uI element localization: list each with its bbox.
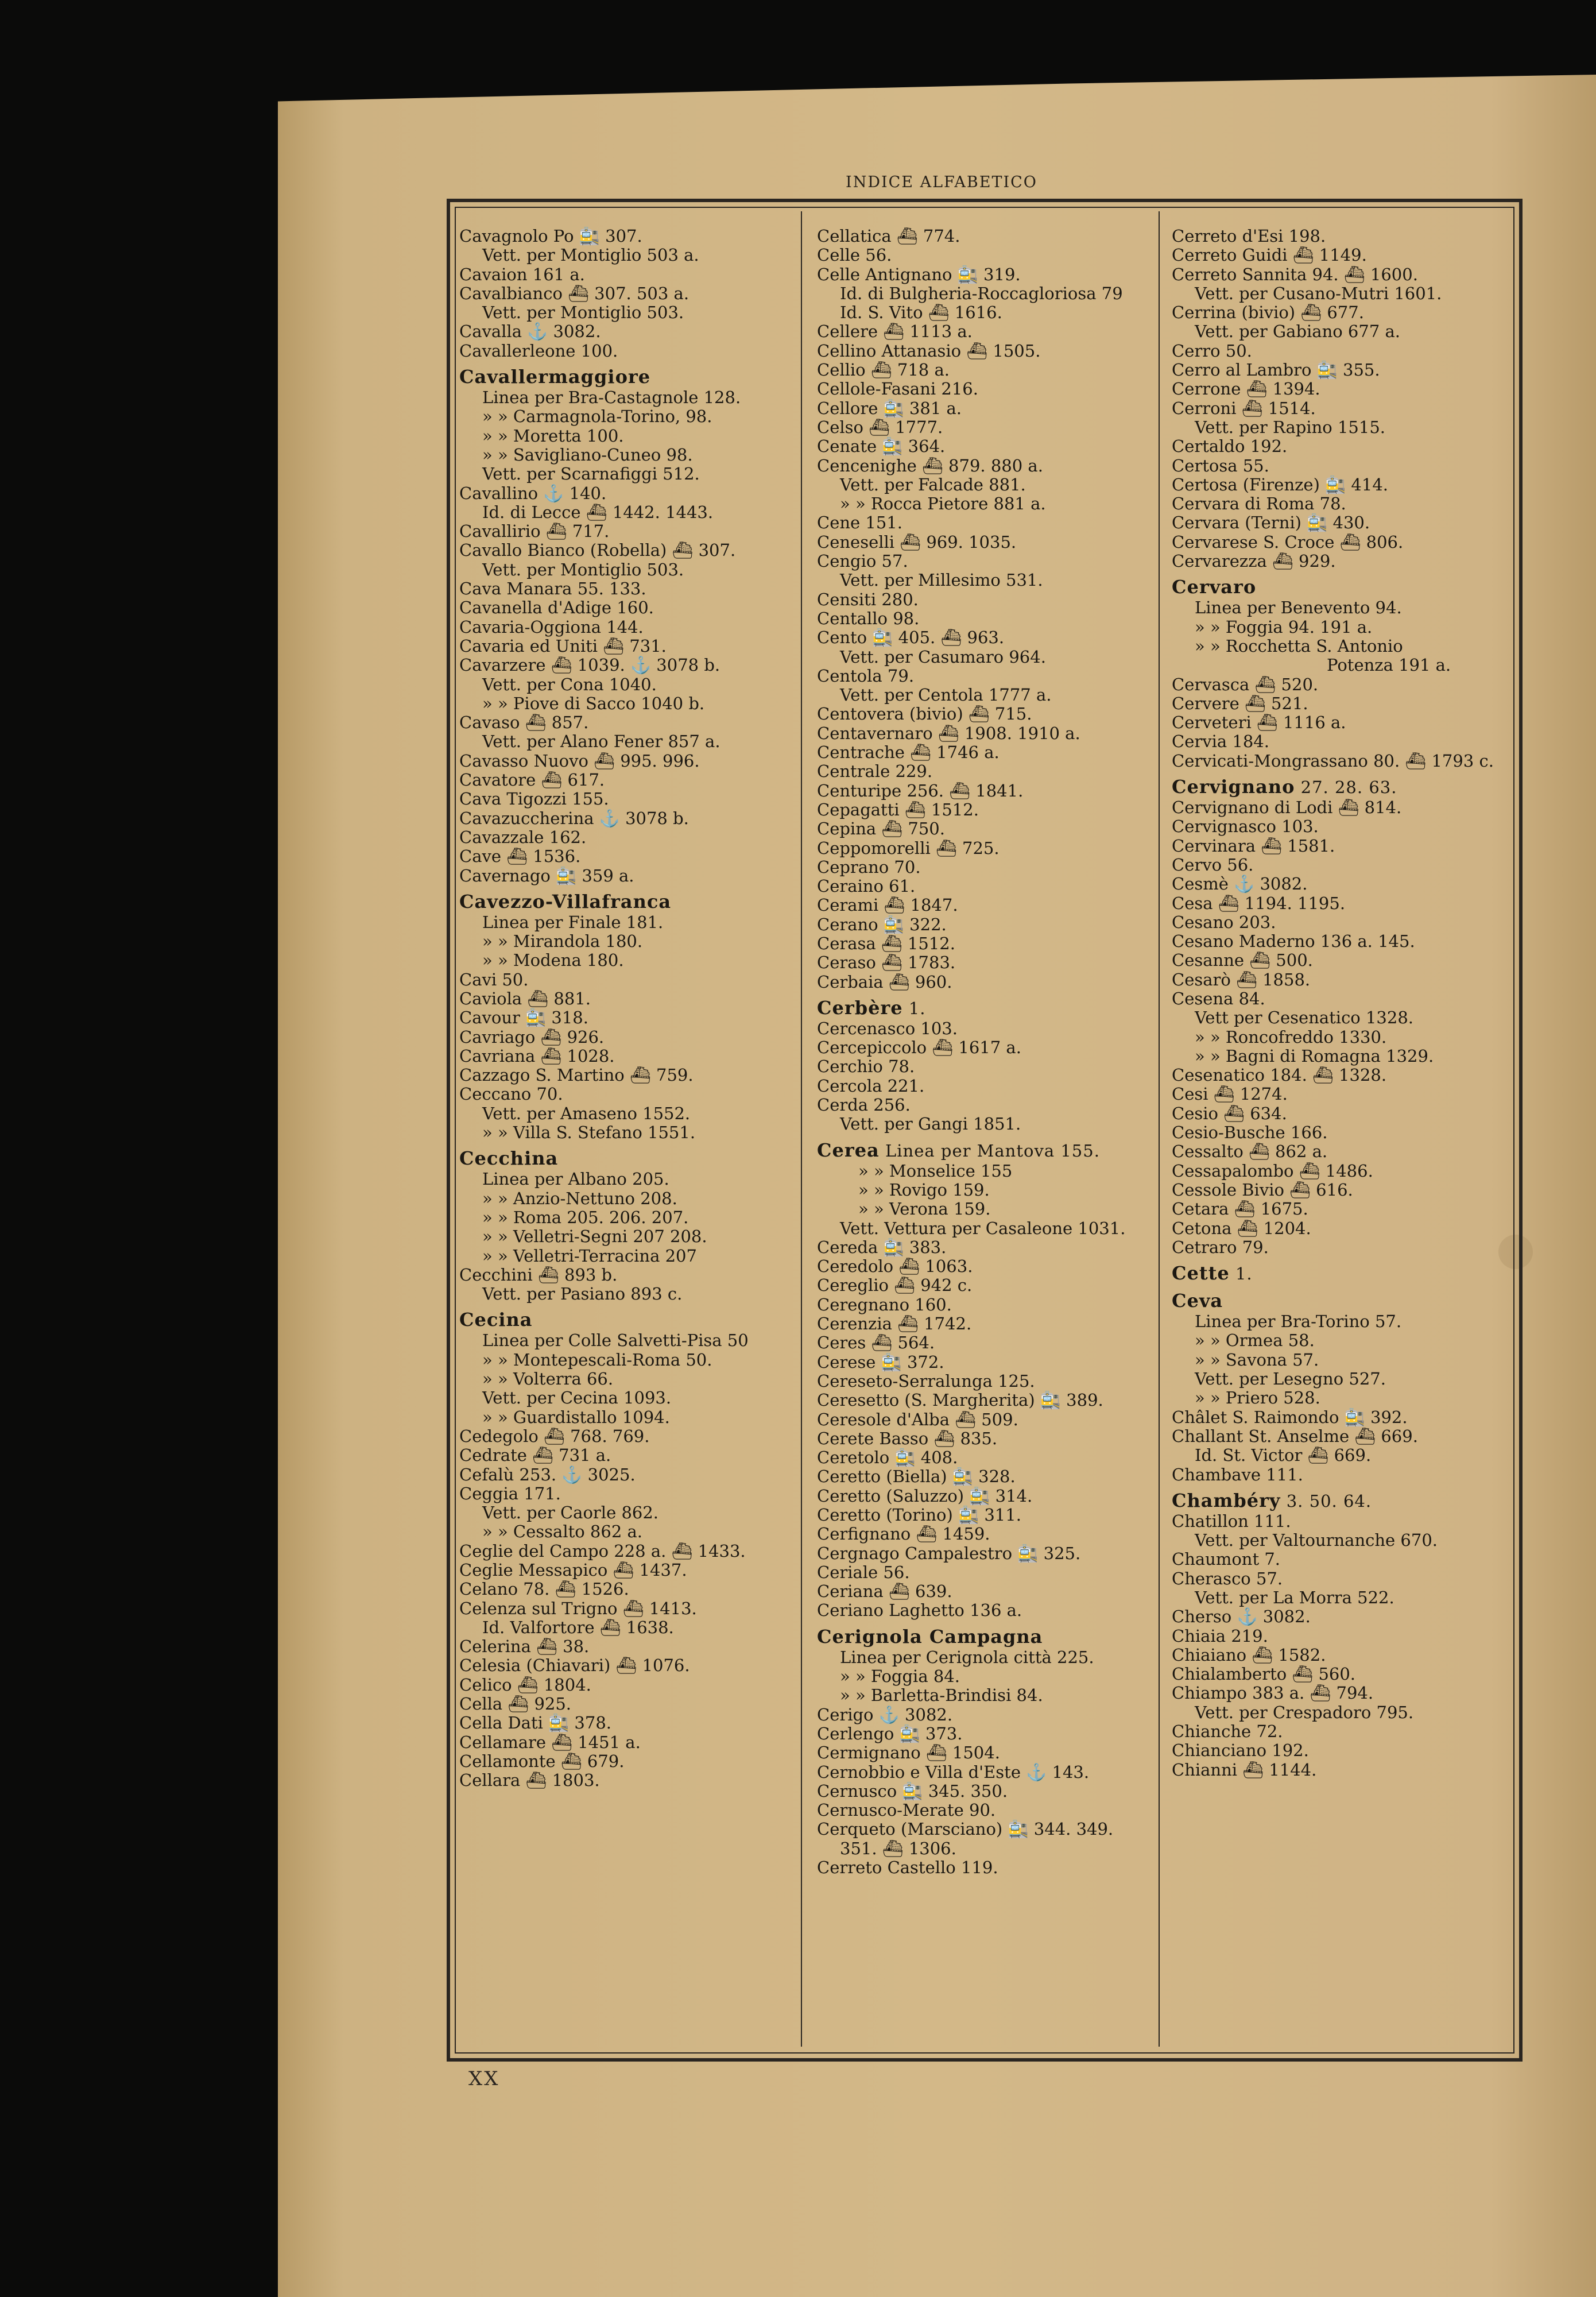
index-entry: Chiaia 219. — [1172, 1626, 1268, 1646]
index-entry: » » Villa S. Stefano 1551. — [482, 1123, 696, 1143]
index-column-3 — [1172, 227, 1516, 1780]
index-entry: Vett. per Gangi 1851. — [840, 1115, 1021, 1134]
index-entry: Cavriago ⛴ 926. — [459, 1027, 605, 1047]
index-entry: Vett. per Scarnafiggi 512. — [482, 465, 700, 484]
index-entry: Vett. per Millesimo 531. — [840, 571, 1043, 590]
index-entry: Id. S. Vito ⛴ 1616. — [840, 303, 1002, 323]
index-entry: Ceretto (Torino) 🚉 311. — [817, 1506, 1021, 1525]
index-entry: Cercenasco 103. — [817, 1019, 958, 1038]
index-entry: Centrale 229. — [817, 762, 933, 782]
index-entry: » » Rovigo 159. — [858, 1180, 990, 1200]
index-entry: Cervarese S. Croce ⛴ 806. — [1172, 532, 1404, 552]
index-entry: Vett. per Lesegno 527. — [1195, 1370, 1386, 1389]
index-entry: Cesio-Busche 166. — [1172, 1123, 1328, 1143]
index-entry: » » Rocca Pietore 881 a. — [840, 494, 1046, 514]
index-entry: Cavarzere ⛴ 1039. ⚓ 3078 b. — [459, 656, 720, 675]
index-entry: Cavallino ⚓ 140. — [459, 484, 607, 503]
index-entry: Cervia 184. — [1172, 732, 1269, 752]
index-entry: Linea per Cerignola città 225. — [840, 1648, 1094, 1667]
index-entry: Cervara (Terni) 🚉 430. — [1172, 513, 1370, 533]
index-entry: Cave ⛴ 1536. — [459, 847, 581, 867]
index-entry: Cavallo Bianco (Robella) ⛴ 307. — [459, 541, 736, 560]
index-entry: 351. ⛴ 1306. — [840, 1839, 956, 1858]
index-entry: Cavatore ⛴ 617. — [459, 771, 605, 790]
index-entry: Cavaria-Oggiona 144. — [459, 617, 644, 637]
index-entry: Ceregnano 160. — [817, 1295, 952, 1314]
index-heading: Cavezzo-Villafranca — [459, 890, 672, 912]
index-entry: Cesarò ⛴ 1858. — [1172, 970, 1311, 989]
index-entry: Cerqueto (Marsciano) 🚉 344. 349. — [817, 1820, 1114, 1839]
index-entry: Cereglio ⛴ 942 c. — [817, 1276, 973, 1296]
index-entry: Vett. per Rapino 1515. — [1195, 417, 1385, 437]
index-entry: Cella ⛴ 925. — [459, 1695, 572, 1714]
index-entry: Centola 79. — [817, 666, 915, 686]
index-entry: Cedegolo ⛴ 768. 769. — [459, 1426, 650, 1446]
index-entry: Cerroni ⛴ 1514. — [1172, 399, 1316, 418]
index-entry: Cesano Maderno 136 a. 145. — [1172, 932, 1415, 952]
index-entry: Chiampo 383 a. ⛴ 794. — [1172, 1684, 1374, 1703]
index-entry: Celso ⛴ 1777. — [817, 417, 943, 437]
index-entry: Vett. per Montiglio 503 a. — [482, 246, 699, 265]
index-entry: Chambave 111. — [1172, 1465, 1303, 1484]
index-heading: Cerignola Campagna — [817, 1625, 1043, 1648]
index-entry: » » Guardistallo 1094. — [482, 1407, 670, 1427]
index-entry: Châlet S. Raimondo 🚉 392. — [1172, 1407, 1408, 1427]
index-entry: Chianni ⛴ 1144. — [1172, 1760, 1317, 1780]
index-entry: Cervo 56. — [1172, 855, 1254, 875]
index-entry: Cerese 🚉 372. — [817, 1352, 944, 1372]
index-entry: Cerveteri ⛴ 1116 a. — [1172, 713, 1346, 733]
index-entry: Cerrone ⛴ 1394. — [1172, 380, 1320, 399]
index-entry: Celerina ⛴ 38. — [459, 1637, 590, 1657]
index-entry: » » Mirandola 180. — [482, 932, 643, 952]
index-entry: Cava Tigozzi 155. — [459, 790, 609, 809]
index-entry: Cellamare ⛴ 1451 a. — [459, 1733, 641, 1752]
index-entry: Cellere ⛴ 1113 a. — [817, 322, 973, 342]
index-entry: Cernusco-Merate 90. — [817, 1801, 996, 1820]
index-entry: Cella Dati 🚉 378. — [459, 1714, 611, 1733]
index-entry: Id. St. Victor ⛴ 669. — [1195, 1446, 1372, 1465]
index-entry: » » Roma 205. 206. 207. — [482, 1208, 689, 1227]
index-entry: Cesi ⛴ 1274. — [1172, 1085, 1288, 1104]
index-entry: Cavagnolo Po 🚉 307. — [459, 227, 642, 246]
index-entry: Vett. per Cecina 1093. — [482, 1389, 672, 1408]
index-entry: Cercola 221. — [817, 1076, 925, 1096]
index-entry: Cercepiccolo ⛴ 1617 a. — [817, 1038, 1021, 1058]
index-entry: Vett. per Casumaro 964. — [840, 647, 1046, 667]
index-entry: Cerreto Sannita 94. ⛴ 1600. — [1172, 265, 1418, 284]
index-entry: Celenza sul Trigno ⛴ 1413. — [459, 1599, 697, 1618]
index-entry: Cesano 203. — [1172, 912, 1276, 932]
index-entry: Id. di Bulgheria-Roccagloriosa 79 — [840, 284, 1123, 303]
index-entry: Ceggia 171. — [459, 1484, 561, 1503]
index-entry: Cervarezza ⛴ 929. — [1172, 552, 1336, 571]
index-entry: Cessalto ⛴ 862 a. — [1172, 1142, 1328, 1162]
index-entry: Cazzago S. Martino ⛴ 759. — [459, 1066, 694, 1085]
index-entry: Cedrate ⛴ 731 a. — [459, 1446, 611, 1465]
index-entry: Vett. per Falcade 881. — [840, 475, 1026, 494]
index-entry: Cerbaia ⛴ 960. — [817, 972, 952, 992]
index-entry: Linea per Bra-Torino 57. — [1195, 1312, 1402, 1332]
index-entry: Cesio ⛴ 634. — [1172, 1104, 1287, 1123]
index-entry: Cessole Bivio ⛴ 616. — [1172, 1180, 1353, 1200]
index-entry: Cervinara ⛴ 1581. — [1172, 836, 1335, 856]
index-entry: Cavazuccherina ⚓ 3078 b. — [459, 809, 689, 828]
index-entry: Chatillon 111. — [1172, 1511, 1291, 1531]
index-entry: Cetona ⛴ 1204. — [1172, 1219, 1311, 1238]
index-entry: » » Monselice 155 — [858, 1161, 1013, 1181]
index-column-2 — [817, 227, 1163, 1877]
index-entry: Chiaiano ⛴ 1582. — [1172, 1645, 1326, 1665]
index-entry: Cernobbio e Villa d'Este ⚓ 143. — [817, 1762, 1090, 1782]
index-entry: Cereda 🚉 383. — [817, 1238, 947, 1257]
index-entry: Cergnago Campalestro 🚉 325. — [817, 1544, 1081, 1563]
index-heading: Cecina — [459, 1309, 533, 1331]
index-entry: » » Rocchetta S. Antonio — [1195, 636, 1403, 656]
index-entry: Challant St. Anselme ⛴ 669. — [1172, 1426, 1418, 1446]
index-entry: Certosa 55. — [1172, 456, 1269, 475]
index-entry: Cerrina (bivio) ⛴ 677. — [1172, 303, 1364, 323]
index-entry: Vett. per Amaseno 1552. — [482, 1104, 691, 1123]
index-entry: Centrache ⛴ 1746 a. — [817, 743, 1000, 763]
index-entry: Cherso ⚓ 3082. — [1172, 1607, 1311, 1627]
index-entry: Ceriale 56. — [817, 1563, 910, 1582]
index-entry: Cesanne ⛴ 500. — [1172, 951, 1313, 970]
index-entry: Id. di Lecce ⛴ 1442. 1443. — [482, 502, 714, 522]
index-entry: Cesenatico 184. ⛴ 1328. — [1172, 1066, 1387, 1085]
index-entry: Ceppomorelli ⛴ 725. — [817, 838, 1000, 858]
index-entry: Ceneselli ⛴ 969. 1035. — [817, 532, 1017, 552]
index-heading: Cavallermaggiore — [459, 366, 651, 388]
index-entry: Cavriana ⛴ 1028. — [459, 1046, 615, 1066]
index-entry: Ceriano Laghetto 136 a. — [817, 1601, 1022, 1621]
index-entry: Cervara di Roma 78. — [1172, 494, 1346, 514]
index-entry: Cerete Basso ⛴ 835. — [817, 1429, 998, 1448]
page-number: XX — [468, 2067, 500, 2090]
index-entry: Cerfignano ⛴ 1459. — [817, 1525, 990, 1544]
index-entry: Cavalla ⚓ 3082. — [459, 322, 601, 342]
index-entry: Cessapalombo ⛴ 1486. — [1172, 1161, 1373, 1181]
index-entry: Cellole-Fasani 216. — [817, 380, 978, 399]
index-entry: Caviola ⛴ 881. — [459, 989, 591, 1008]
index-entry: Cesmè ⚓ 3082. — [1172, 875, 1308, 894]
index-entry: Celle Antignano 🚉 319. — [817, 265, 1021, 284]
index-heading: Cette 1. — [1172, 1262, 1253, 1285]
index-entry: Ceretto (Saluzzo) 🚉 314. — [817, 1486, 1033, 1506]
index-entry: Cepina ⛴ 750. — [817, 819, 945, 839]
index-entry: Linea per Bra-Castagnole 128. — [482, 388, 741, 408]
index-entry: Ceretto (Biella) 🚉 328. — [817, 1467, 1016, 1487]
index-entry: Chialamberto ⛴ 560. — [1172, 1665, 1356, 1684]
index-entry: Cecchini ⛴ 893 b. — [459, 1265, 618, 1285]
index-entry: Vett. Vettura per Casaleone 1031. — [840, 1219, 1126, 1238]
index-entry: » » Ormea 58. — [1195, 1331, 1315, 1351]
index-entry: Centavernaro ⛴ 1908. 1910 a. — [817, 724, 1080, 743]
index-entry: Cernusco 🚉 345. 350. — [817, 1781, 1008, 1801]
index-entry: Cereseto-Serralunga 125. — [817, 1371, 1035, 1391]
index-entry: Celano 78. ⛴ 1526. — [459, 1580, 629, 1599]
index-entry: Vett. per Gabiano 677 a. — [1195, 322, 1401, 342]
index-entry: Cavaria ed Uniti ⛴ 731. — [459, 636, 667, 656]
index-entry: Ceglie del Campo 228 a. ⛴ 1433. — [459, 1541, 746, 1561]
index-entry: Cavernago 🚉 359 a. — [459, 866, 634, 885]
index-entry: Certosa (Firenze) 🚉 414. — [1172, 475, 1388, 494]
index-entry: Cavazzale 162. — [459, 827, 587, 847]
index-entry: Ceraso ⛴ 1783. — [817, 953, 956, 973]
index-entry: Linea per Colle Salvetti-Pisa 50 — [482, 1331, 749, 1351]
index-entry: Cellino Attanasio ⛴ 1505. — [817, 341, 1041, 361]
index-entry: Cava Manara 55. 133. — [459, 579, 646, 599]
index-entry: Vett. per Pasiano 893 c. — [482, 1285, 683, 1304]
index-entry: Cesena 84. — [1172, 989, 1265, 1008]
index-entry: Vett. per Valtournanche 670. — [1195, 1531, 1438, 1550]
index-entry: » » Velletri-Segni 207 208. — [482, 1227, 707, 1247]
index-entry: » » Modena 180. — [482, 951, 624, 970]
index-entry: Cetara ⛴ 1675. — [1172, 1200, 1308, 1219]
index-heading: Ceva — [1172, 1290, 1223, 1312]
index-entry: Cerenzia ⛴ 1742. — [817, 1314, 972, 1334]
index-entry: Cavaso ⛴ 857. — [459, 713, 589, 733]
index-entry: » » Velletri-Terracina 207 — [482, 1246, 697, 1266]
index-entry: Cavasso Nuovo ⛴ 995. 996. — [459, 751, 700, 771]
index-entry: Cervasca ⛴ 520. — [1172, 675, 1319, 694]
index-entry: » » Savigliano-Cuneo 98. — [482, 445, 693, 465]
index-entry: Ceprano 70. — [817, 857, 921, 877]
index-heading: Chambéry 3. 50. 64. — [1172, 1489, 1372, 1511]
index-entry: Linea per Finale 181. — [482, 912, 664, 932]
index-heading: Cervaro — [1172, 576, 1257, 598]
index-entry: Chianciano 192. — [1172, 1741, 1309, 1761]
index-entry: Cerlengo 🚉 373. — [817, 1724, 963, 1743]
index-entry: Vett. per La Morra 522. — [1195, 1588, 1394, 1607]
index-entry: Vett. per Cusano-Mutri 1601. — [1195, 284, 1442, 303]
page-header: INDICE ALFABETICO — [846, 173, 1037, 191]
index-entry: » » Foggia 94. 191 a. — [1195, 617, 1373, 637]
index-entry: Cepagatti ⛴ 1512. — [817, 800, 979, 819]
index-entry: Ceresetto (S. Margherita) 🚉 389. — [817, 1391, 1103, 1410]
index-entry: Cenate 🚉 364. — [817, 437, 946, 457]
index-entry: » » Verona 159. — [858, 1200, 991, 1219]
index-entry: Cervicati-Mongrassano 80. ⛴ 1793 c. — [1172, 751, 1494, 771]
index-entry: Chaumont 7. — [1172, 1550, 1281, 1569]
index-entry: » » Barletta-Brindisi 84. — [840, 1686, 1043, 1706]
index-entry: » » Moretta 100. — [482, 426, 624, 446]
index-entry: Cavalbianco ⛴ 307. 503 a. — [459, 284, 689, 303]
index-entry: Cefalù 253. ⚓ 3025. — [459, 1465, 636, 1484]
index-entry: Ceglie Messapico ⛴ 1437. — [459, 1561, 687, 1580]
index-entry: Ceriana ⛴ 639. — [817, 1582, 952, 1602]
index-entry: Celico ⛴ 1804. — [459, 1675, 591, 1695]
index-heading: Cerbère 1. — [817, 996, 926, 1019]
index-entry: Censiti 280. — [817, 590, 919, 609]
index-entry: Cerigo ⚓ 3082. — [817, 1705, 953, 1724]
index-entry: Cavallerleone 100. — [459, 341, 618, 361]
index-entry: Ceretolo 🚉 408. — [817, 1448, 958, 1468]
index-entry: Cerasa ⛴ 1512. — [817, 934, 955, 953]
index-entry: Cellara ⛴ 1803. — [459, 1771, 600, 1791]
index-entry: Cerami ⛴ 1847. — [817, 896, 958, 915]
index-entry: Cermignano ⛴ 1504. — [817, 1743, 1000, 1763]
index-entry: » » Carmagnola-Torino, 98. — [482, 407, 712, 427]
index-entry: Centuripe 256. ⛴ 1841. — [817, 781, 1024, 801]
index-heading: Cervignano 27. 28. 63. — [1172, 776, 1397, 798]
index-entry: Cherasco 57. — [1172, 1569, 1283, 1588]
index-entry: Ceraino 61. — [817, 877, 916, 896]
index-entry: Cavour 🚉 318. — [459, 1008, 588, 1028]
index-heading: Cecchina — [459, 1147, 559, 1170]
index-entry: » » Cessalto 862 a. — [482, 1522, 643, 1542]
index-entry: Cencenighe ⛴ 879. 880 a. — [817, 456, 1043, 475]
index-entry: Cellio ⛴ 718 a. — [817, 361, 950, 380]
index-entry: Vett per Cesenatico 1328. — [1195, 1008, 1414, 1028]
index-entry: Cerreto Castello 119. — [817, 1858, 998, 1878]
index-entry: » » Piove di Sacco 1040 b. — [482, 694, 705, 713]
index-entry: Cerreto d'Esi 198. — [1172, 227, 1326, 246]
index-entry: Celle 56. — [817, 246, 892, 265]
column-divider — [801, 211, 802, 2047]
index-entry: Cerchio 78. — [817, 1057, 915, 1077]
index-entry: Ceresole d'Alba ⛴ 509. — [817, 1410, 1018, 1429]
index-entry: Cento 🚉 405. ⛴ 963. — [817, 628, 1005, 648]
index-entry: Ceccano 70. — [459, 1085, 563, 1104]
index-entry: Cavallirio ⛴ 717. — [459, 522, 610, 542]
index-entry: Cavanella d'Adige 160. — [459, 598, 654, 618]
index-entry: Cerro 50. — [1172, 341, 1252, 361]
index-entry: Cellamonte ⛴ 679. — [459, 1751, 625, 1771]
index-entry: Vett. per Crespadoro 795. — [1195, 1703, 1414, 1722]
index-entry: Vett. per Cona 1040. — [482, 675, 657, 694]
index-entry: Vett. per Montiglio 503. — [482, 303, 684, 323]
index-entry: Cervignasco 103. — [1172, 817, 1319, 837]
index-entry: Linea per Albano 205. — [482, 1170, 669, 1189]
index-entry: Cellore 🚉 381 a. — [817, 399, 962, 418]
index-entry: » » Volterra 66. — [482, 1370, 614, 1389]
index-entry: Ceredolo ⛴ 1063. — [817, 1257, 973, 1277]
index-entry: Cellatica ⛴ 774. — [817, 227, 960, 246]
index-entry: Cerreto Guidi ⛴ 1149. — [1172, 246, 1367, 265]
index-entry: Cerda 256. — [817, 1096, 911, 1115]
index-entry: » » Priero 528. — [1195, 1389, 1320, 1408]
index-entry: Celesia (Chiavari) ⛴ 1076. — [459, 1656, 690, 1676]
index-entry: » » Bagni di Romagna 1329. — [1195, 1046, 1434, 1066]
index-entry: Cetraro 79. — [1172, 1238, 1269, 1257]
index-heading: Cerea Linea per Mantova 155. — [817, 1139, 1100, 1161]
index-entry: Cervere ⛴ 521. — [1172, 694, 1308, 713]
index-entry: » » Savona 57. — [1195, 1350, 1319, 1370]
index-entry: Vett. per Caorle 862. — [482, 1503, 659, 1523]
index-entry: Vett. per Alano Fener 857 a. — [482, 732, 720, 752]
index-entry: Cene 151. — [817, 513, 902, 533]
index-entry: Chianche 72. — [1172, 1722, 1283, 1742]
index-entry: Potenza 191 a. — [1327, 656, 1451, 675]
index-entry: Vett. per Centola 1777 a. — [840, 686, 1052, 705]
index-entry: Centovera (bivio) ⛴ 715. — [817, 705, 1032, 724]
index-entry: Cengio 57. — [817, 552, 908, 571]
index-entry: Vett. per Montiglio 503. — [482, 560, 684, 579]
index-entry: » » Anzio-Nettuno 208. — [482, 1189, 677, 1208]
index-entry: » » Roncofreddo 1330. — [1195, 1027, 1387, 1047]
index-entry: Cerro al Lambro 🚉 355. — [1172, 361, 1380, 380]
index-entry: Cerano 🚉 322. — [817, 915, 947, 934]
index-entry: Id. Valfortore ⛴ 1638. — [482, 1618, 674, 1637]
index-entry: Certaldo 192. — [1172, 437, 1288, 457]
index-entry: » » Montepescali-Roma 50. — [482, 1350, 712, 1370]
index-column-1 — [459, 227, 784, 1791]
index-entry: Centallo 98. — [817, 609, 920, 628]
index-entry: » » Foggia 84. — [840, 1667, 960, 1687]
index-entry: Ceres ⛴ 564. — [817, 1333, 935, 1353]
index-entry: Cesa ⛴ 1194. 1195. — [1172, 894, 1346, 913]
index-entry: Cavi 50. — [459, 970, 529, 989]
index-entry: Cavaion 161 a. — [459, 265, 585, 284]
index-entry: Cervignano di Lodi ⛴ 814. — [1172, 798, 1402, 818]
index-entry: Linea per Benevento 94. — [1195, 598, 1402, 618]
